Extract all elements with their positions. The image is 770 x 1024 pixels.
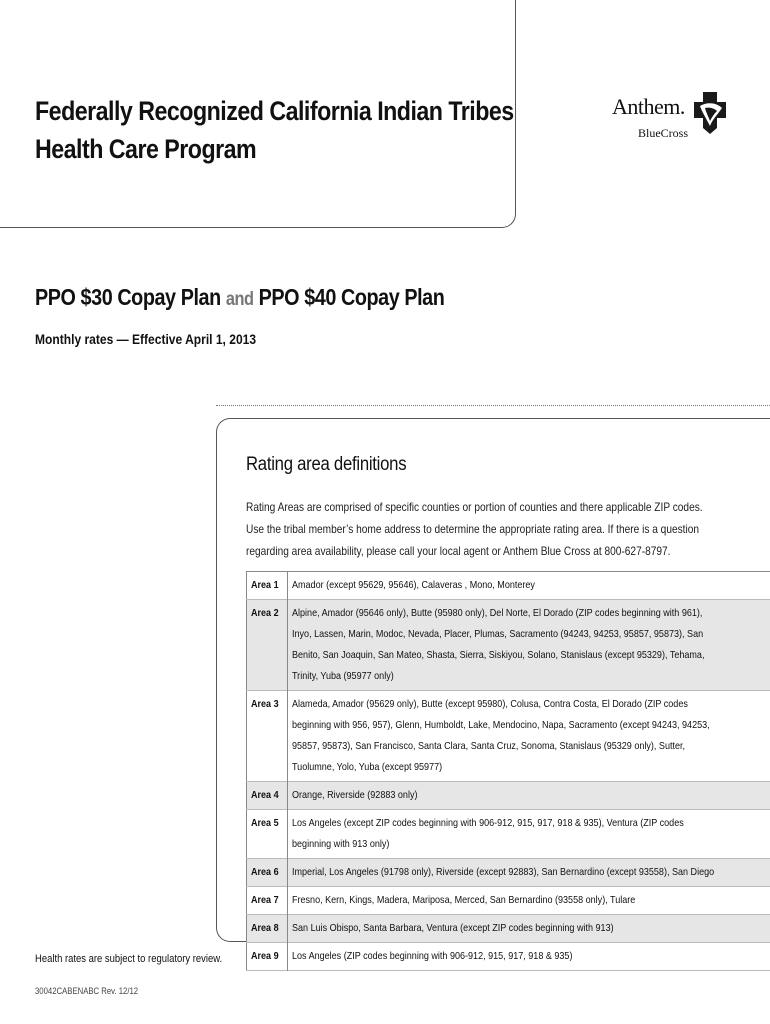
form-code: 30042CABENABC Rev. 12/12 bbox=[35, 986, 139, 996]
table-row bbox=[247, 572, 770, 600]
document-title bbox=[35, 92, 517, 168]
area-counties: Los Angeles (except ZIP codes beginning with 906-912, 915, 917, 918 & 935), Ventura (ZIP codes beginning with 913 only) bbox=[292, 817, 684, 850]
plan-title-and: and bbox=[225, 289, 254, 310]
area-label: Area 3 bbox=[251, 698, 279, 710]
rates-effective-subtitle: Monthly rates — Effective April 1, 2013 bbox=[35, 331, 257, 347]
area-label: Area 1 bbox=[251, 579, 279, 591]
area-label: Area 5 bbox=[251, 817, 279, 829]
area-counties: Imperial, Los Angeles (91798 only), Riverside (except 92883), San Bernardino (except 93558), San Diego bbox=[292, 866, 715, 878]
table-row bbox=[247, 600, 770, 691]
rating-area-table bbox=[246, 571, 770, 971]
section-divider bbox=[216, 405, 770, 407]
title-line-2: Health Care Program bbox=[35, 134, 257, 164]
plan-title-40: PPO $40 Copay Plan bbox=[258, 284, 445, 310]
area-counties: Fresno, Kern, Kings, Madera, Mariposa, Merced, San Bernardino (93558 only), Tulare bbox=[292, 894, 636, 906]
area-label: Area 4 bbox=[251, 789, 279, 801]
anthem-bluecross-logo bbox=[612, 90, 732, 150]
table-row bbox=[247, 691, 770, 782]
blue-cross-shield-icon bbox=[692, 90, 728, 136]
area-counties: Alameda, Amador (95629 only), Butte (except 95980), Colusa, Contra Costa, El Dorado (ZIP codes beginning with 956, 957), Glenn, Humboldt, Lake, Mendocino, Napa, Sacramento (except 94243, 94253, 95857, 95873), San Francisco, Santa Clara, Santa Cruz, Sonoma, Stanislaus (95329 only), Sutter, Tuolumne, Yolo, Yuba (except 95977) bbox=[292, 698, 710, 773]
area-label: Area 6 bbox=[251, 866, 279, 878]
area-label: Area 8 bbox=[251, 922, 279, 934]
table-row bbox=[247, 915, 770, 943]
area-counties: San Luis Obispo, Santa Barbara, Ventura (except ZIP codes beginning with 913) bbox=[292, 922, 614, 934]
rating-area-heading: Rating area definitions bbox=[246, 454, 407, 475]
area-counties: Los Angeles (ZIP codes beginning with 906-912, 915, 917, 918 & 935) bbox=[292, 950, 573, 962]
table-row bbox=[247, 859, 770, 887]
table-row bbox=[247, 887, 770, 915]
area-label: Area 9 bbox=[251, 950, 279, 962]
plan-title bbox=[35, 284, 444, 311]
title-line-1: Federally Recognized California Indian Tribes bbox=[35, 96, 514, 126]
table-row bbox=[247, 943, 770, 971]
table-row bbox=[247, 782, 770, 810]
regulatory-footnote: Health rates are subject to regulatory review. bbox=[35, 953, 223, 965]
plan-title-30: PPO $30 Copay Plan bbox=[35, 284, 221, 310]
area-label: Area 2 bbox=[251, 607, 279, 619]
area-counties: Alpine, Amador (95646 only), Butte (95980 only), Del Norte, El Dorado (ZIP codes beginning with 961), Inyo, Lassen, Marin, Modoc, Nevada, Placer, Plumas, Sacramento (94243, 94253, 95857, 95873), San Benito, San Joaquin, San Mateo, Shasta, Sierra, Siskiyou, Solano, Stanislaus (except 95329), Tehama, Trinity, Yuba (95977 only) bbox=[292, 607, 705, 682]
logo-subtext: BlueCross bbox=[638, 126, 689, 140]
table-row bbox=[247, 810, 770, 859]
area-counties: Orange, Riverside (92883 only) bbox=[292, 789, 418, 801]
logo-wordmark: Anthem. bbox=[612, 94, 685, 119]
rating-area-description: Rating Areas are comprised of specific counties or portion of counties and there applicable ZIP codes. Use the tribal member’s home address to determine the appropriate rating area. If there is a question regarding area availability, please call your local agent or Anthem Blue Cross at 800-627-8797. bbox=[246, 500, 703, 558]
area-label: Area 7 bbox=[251, 894, 279, 906]
area-counties: Amador (except 95629, 95646), Calaveras , Mono, Monterey bbox=[292, 579, 536, 591]
